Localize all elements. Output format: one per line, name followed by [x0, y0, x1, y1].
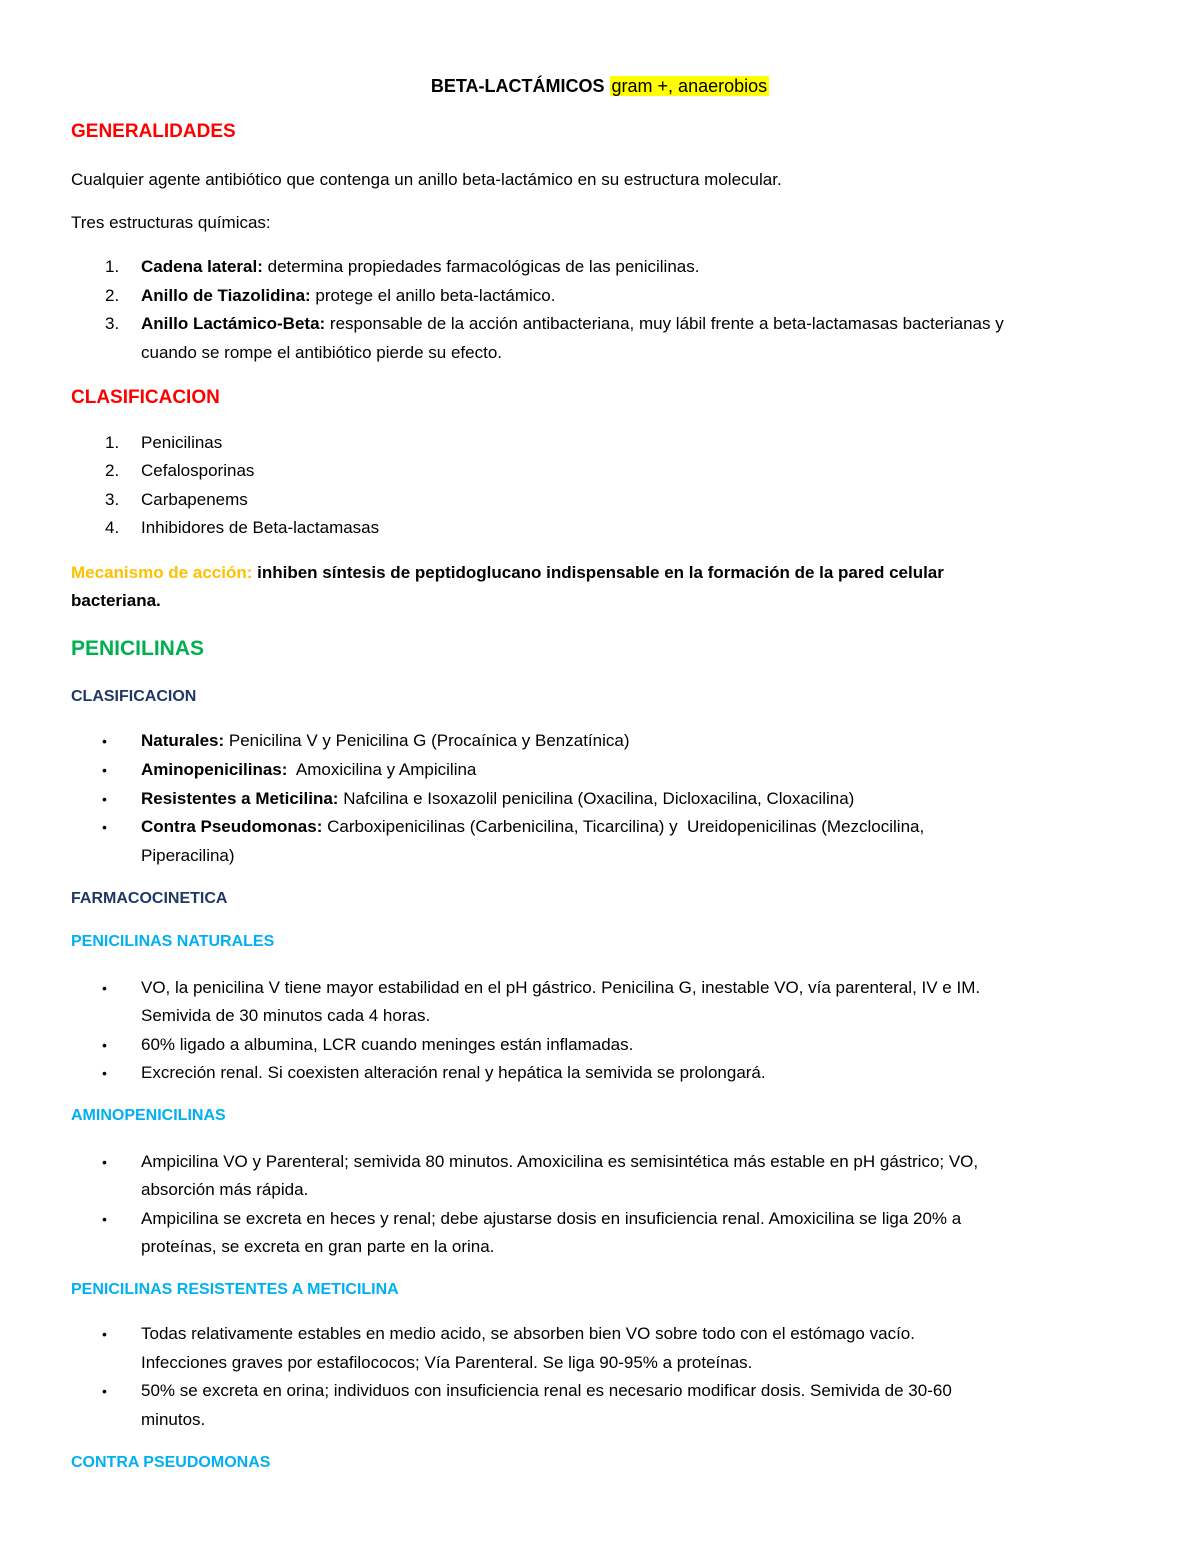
- item-text: Todas relativamente estables en medio acido, se absorben bien VO sobre todo con el estómago vacío.: [141, 1324, 915, 1343]
- item-text: VO, la penicilina V tiene mayor estabilidad en el pH gástrico. Penicilina G, inestable VO, vía parenteral, IV e IM.: [141, 978, 981, 997]
- item-text: Carbapenems: [141, 490, 248, 509]
- item-text-continuation: absorción más rápida.: [141, 1180, 309, 1199]
- list-number: 1.: [105, 433, 120, 452]
- bullet-icon: •: [102, 762, 107, 778]
- generalidades-definition: Cualquier agente antibiótico que contenga un anillo beta-lactámico en su estructura molecular.: [71, 170, 782, 189]
- item-text-continuation: Piperacilina): [141, 846, 235, 865]
- item-text-continuation: Semivida de 30 minutos cada 4 horas.: [141, 1006, 431, 1025]
- item-text: Amoxicilina y Ampicilina: [287, 760, 477, 779]
- item-text-continuation: cuando se rompe el antibiótico pierde su efecto.: [141, 343, 503, 362]
- bullet-icon: •: [102, 1383, 107, 1399]
- item-term: Naturales:: [141, 731, 225, 750]
- item-text: responsable de la acción antibacteriana, muy lábil frente a beta-lactamasas bacterianas y: [325, 314, 1004, 333]
- subheading-penicilinas-naturales: PENICILINAS NATURALES: [71, 933, 275, 950]
- bullet-icon: •: [102, 733, 107, 749]
- item-text: 60% ligado a albumina, LCR cuando meninges están inflamadas.: [141, 1035, 634, 1054]
- list-number: 3.: [105, 490, 120, 509]
- title-main: BETA-LACTÁMICOS: [430, 76, 605, 96]
- item-text: Nafcilina e Isoxazolil penicilina (Oxacilina, Dicloxacilina, Cloxacilina): [338, 789, 855, 808]
- item-text: Penicilina V y Penicilina G (Procaínica y Benzatínica): [224, 731, 630, 750]
- heading-generalidades: GENERALIDADES: [71, 121, 236, 142]
- subheading-clasificacion: CLASIFICACION: [71, 688, 197, 705]
- item-text-continuation: Infecciones graves por estafilococos; Vía Parenteral. Se liga 90-95% a proteínas.: [141, 1353, 753, 1372]
- mecanismo-paragraph: [71, 563, 944, 583]
- item-term: Contra Pseudomonas:: [141, 817, 323, 836]
- bullet-icon: •: [102, 1065, 107, 1081]
- item-text: Excreción renal. Si coexisten alteración renal y hepática la semivida se prolongará.: [141, 1063, 766, 1082]
- document-title: [0, 76, 1200, 97]
- bullet-icon: •: [102, 1211, 107, 1227]
- mecanismo-continuation: bacteriana.: [71, 591, 161, 610]
- item-text: protege el anillo beta-lactámico.: [310, 286, 556, 305]
- title-highlight: gram +, anaerobios: [611, 76, 768, 96]
- subheading-penicilinas-resistentes: PENICILINAS RESISTENTES A METICILINA: [71, 1281, 399, 1298]
- bullet-icon: •: [102, 980, 107, 996]
- item-text: Cefalosporinas: [141, 461, 255, 480]
- list-number: 3.: [105, 314, 120, 333]
- item-text: 50% se excreta en orina; individuos con insuficiencia renal es necesario modificar dosis. Semivida de 30-60: [141, 1381, 952, 1400]
- item-text-continuation: minutos.: [141, 1410, 206, 1429]
- item-text: Inhibidores de Beta-lactamasas: [141, 518, 380, 537]
- item-text: Ampicilina VO y Parenteral; semivida 80 minutos. Amoxicilina es semisintética más estable en pH gástrico; VO,: [141, 1152, 979, 1171]
- bullet-icon: •: [102, 1326, 107, 1342]
- item-term: Aminopenicilinas:: [141, 760, 288, 779]
- mecanismo-text: inhiben síntesis de peptidoglucano indispensable en la formación de la pared celular: [252, 563, 944, 582]
- item-text-continuation: proteínas, se excreta en gran parte en la orina.: [141, 1237, 495, 1256]
- list-number: 2.: [105, 286, 120, 305]
- item-term: Anillo Lactámico-Beta:: [141, 314, 326, 333]
- bullet-icon: •: [102, 1154, 107, 1170]
- list-number: 4.: [105, 518, 120, 537]
- item-term: Anillo de Tiazolidina:: [141, 286, 311, 305]
- subheading-aminopenicilinas: AMINOPENICILINAS: [71, 1107, 226, 1124]
- item-text: determina propiedades farmacológicas de las penicilinas.: [262, 257, 700, 276]
- item-term: Resistentes a Meticilina:: [141, 789, 339, 808]
- bullet-icon: •: [102, 819, 107, 835]
- item-term: Cadena lateral:: [141, 257, 263, 276]
- item-text: Ampicilina se excreta en heces y renal; debe ajustarse dosis en insuficiencia renal. Amoxicilina se liga 20% a: [141, 1209, 962, 1228]
- item-text: Carboxipenicilinas (Carbenicilina, Ticarcilina) y Ureidopenicilinas (Mezclocilina,: [322, 817, 925, 836]
- heading-penicilinas: PENICILINAS: [71, 637, 205, 660]
- subheading-contra-pseudomonas: CONTRA PSEUDOMONAS: [71, 1454, 271, 1471]
- list-number: 1.: [105, 257, 120, 276]
- subheading-farmacocinetica: FARMACOCINETICA: [71, 890, 228, 907]
- heading-clasificacion: CLASIFICACION: [71, 387, 220, 408]
- bullet-icon: •: [102, 791, 107, 807]
- generalidades-intro: Tres estructuras químicas:: [71, 213, 271, 232]
- list-number: 2.: [105, 461, 120, 480]
- bullet-icon: •: [102, 1037, 107, 1053]
- item-text: Penicilinas: [141, 433, 223, 452]
- mecanismo-label: Mecanismo de acción:: [71, 563, 253, 582]
